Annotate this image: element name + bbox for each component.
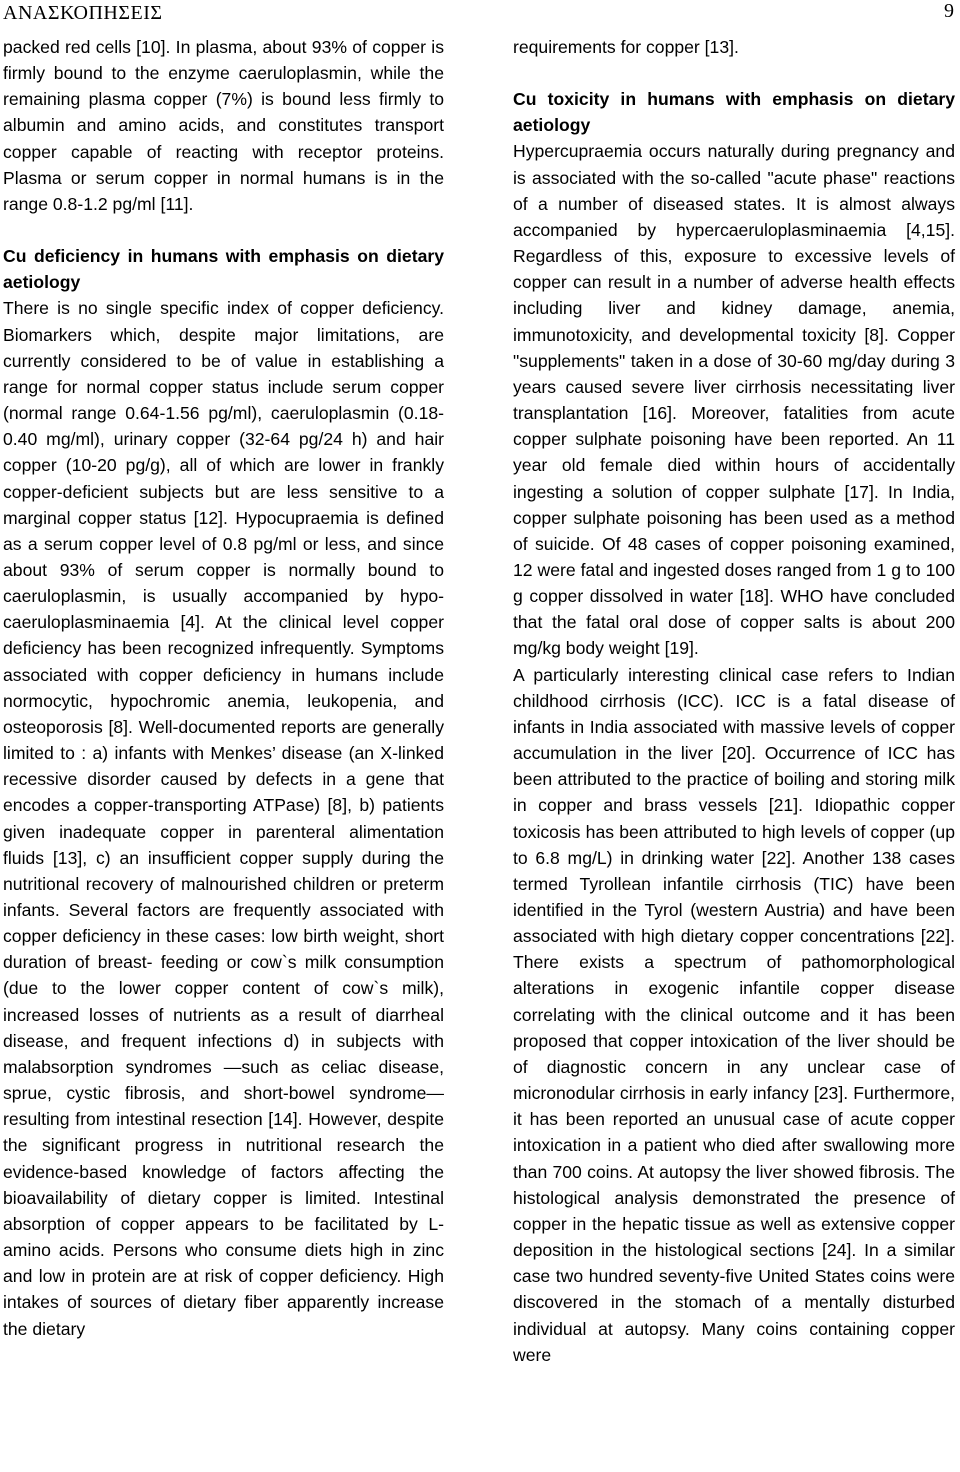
right-paragraph-1: requirements for copper [13]. <box>513 37 739 57</box>
page-header <box>0 0 960 28</box>
paragraph-gap <box>513 60 955 86</box>
right-paragraph-3: A particularly interesting clinical case refers to Indian childhood cirrhosis (ICC). ICC is a fatal disease of infants in India associated with massive levels of copper accumulation in the liver [20]. Occurrence of ICC has been attributed to the practice of boiling and storing milk in copper and brass vessels [21]. Idiopathic copper toxicosis has been attributed to high levels of copper (up to 6.8 mg/L) in drinking water [22]. Another 138 cases termed Tyrollean infantile cirrhosis (TIC) have been identified in the Tyrol (western Austria) and have been associated with high dietary copper concentrations [22]. There exists a spectrum of pathomorphological alterations in exogenic infantile copper disease correlating with the clinical outcome and it has been proposed that copper intoxication of the liver should be of diagnostic concern in any unclear case of micronodular cirrhosis in early infancy [23]. Furthermore, it has been reported an unusual case of acute copper intoxication in a patient who died after swallowing more than 700 coins. At autopsy the liver showed fibrosis. The histological analysis demonstrated the presence of copper in the hepatic tissue as well as extensive copper deposition in the histological sections [24]. In a similar case two hundred seventy-five United States coins were discovered in the stomach of a mentally disturbed individual at autopsy. Many coins containing copper were <box>513 664 955 1365</box>
left-paragraph-2: There is no single specific index of copper deficiency. Biomarkers which, despite major limitations, are currently considered to be of value in establishing a range for normal copper status include serum copper (normal range 0.64-1.56 pg/ml), caeruloplasmin (0.18-0.40 mg/ml), urinary copper (32-64 pg/24 h) and hair copper (10-20 pg/g), all of which are lower in frankly copper-deficient subjects but are less sensitive to a marginal copper status [12]. Hypocupraemia is defined as a serum copper level of 0.8 pg/ml or less, and since about 93% of serum copper is normally bound to caeruloplasmin, is usually accompanied by hypo-caeruloplasminaemia [4]. At the clinical level copper deficiency has been recognized infrequently. Symptoms associated with copper deficiency in humans include normocytic, hypochromic anemia, leukopenia, and osteoporosis [8]. Well-documented reports are generally limited to : a) infants with Menkes’ disease (an X-linked recessive disorder caused by defects in a gene that encodes a copper-transporting ATPase) [8], b) patients given inadequate copper in parenteral alimentation fluids [13], c) an insufficient copper supply during the nutritional recovery of malnourished children or preterm infants. Several factors are frequently associated with copper deficiency in these cases: low birth weight, short duration of breast- feeding or cow`s milk consumption (due to the lower copper content of cow`s milk), increased losses of nutrients as a result of diarrheal disease, and frequent infections d) in subjects with malabsorption syndromes —such as celiac disease, sprue, cystic fibrosis, and short-bowel syndrome— resulting from intestinal resection [14]. However, despite the significant progress in nutritional research the evidence-based knowledge of factors affecting the bioavailability of dietary copper is limited. Intestinal absorption of copper appears to be facilitated by L-amino acids. Persons who consume diets high in zinc and low in protein are at risk of copper deficiency. High intakes of sources of dietary fiber apparently increase the dietary <box>3 298 444 1339</box>
paragraph-gap <box>3 217 444 243</box>
section-heading-cu-toxicity: Cu toxicity in humans with emphasis on dietary aetiology <box>513 89 955 136</box>
section-heading-cu-deficiency: Cu deficiency in humans with emphasis on dietary aetiology <box>3 246 444 293</box>
left-column <box>3 34 444 1342</box>
right-column <box>513 34 955 1368</box>
page-number: 9 <box>944 0 954 22</box>
left-paragraph-1: packed red cells [10]. In plasma, about 93% of copper is firmly bound to the enzyme caeruloplasmin, while the remaining plasma copper (7%) is bound less firmly to albumin and amino acids, and constitutes transport copper capable of reacting with receptor proteins. Plasma or serum copper in normal humans is in the range 0.8-1.2 pg/ml [11]. <box>3 37 444 214</box>
running-head: ΑΝΑΣΚΟΠΗΣΕΙΣ <box>3 2 163 24</box>
right-paragraph-2: Hypercupraemia occurs naturally during pregnancy and is associated with the so-called "acute phase" reactions of a number of diseased states. It is almost always accompanied by hypercaeruloplasminaemia [4,15]. Regardless of this, exposure to excessive levels of copper can result in a number of adverse health effects including liver and kidney damage, anemia, immunotoxicity, and developmental toxicity [8]. Copper "supplements" taken in a dose of 30-60 mg/day during 3 years caused severe liver cirrhosis necessitating liver transplantation [16]. Moreover, fatalities from acute copper sulphate poisoning have been reported. An 11 year old female died within hours of accidentally ingesting a solution of copper sulphate [17]. In India, copper sulphate poisoning has been used as a method of suicide. Of 48 cases of copper poisoning examined, 12 were fatal and ingested doses ranged from 1 g to 100 g copper dissolved in water [18]. WHO have concluded that the fatal oral dose of copper salts is about 200 mg/kg body weight [19]. <box>513 141 955 659</box>
